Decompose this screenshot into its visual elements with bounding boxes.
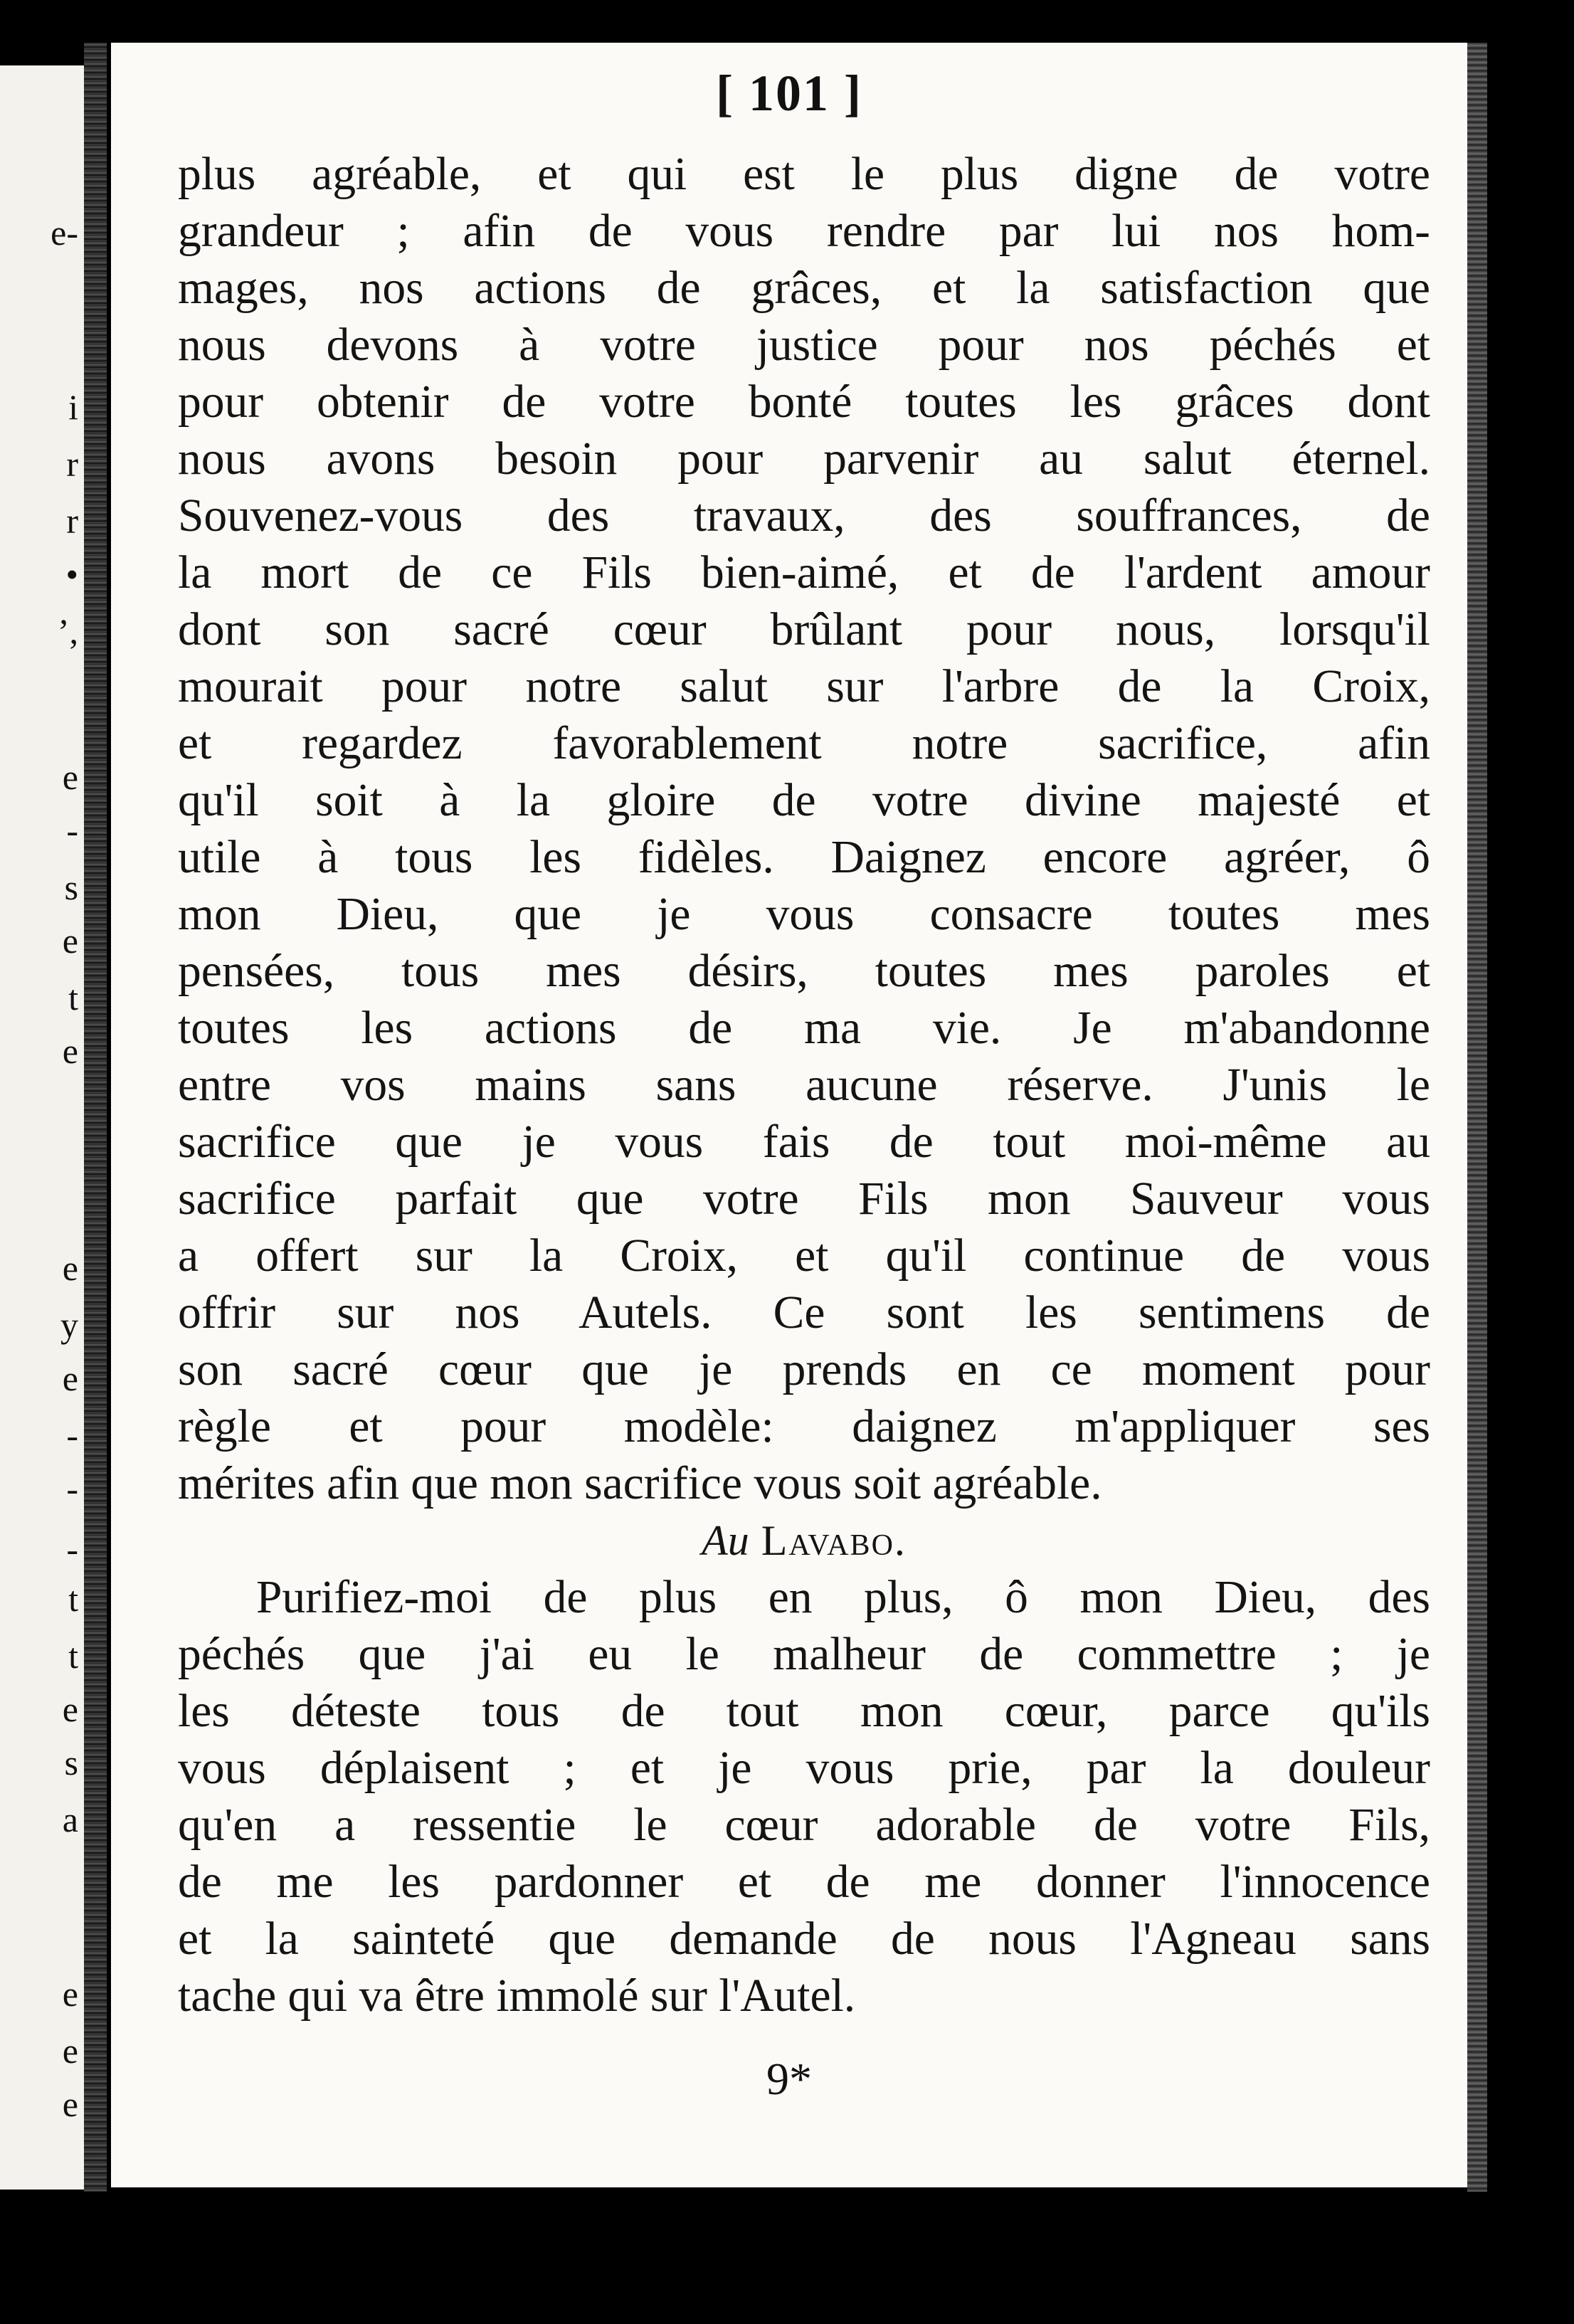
text-line: Purifiez-moi de plus en plus, ô mon Dieu, des [256, 1572, 1430, 1623]
text-line: a offert sur la Croix, et qu'il continue de vous [178, 1230, 1430, 1282]
left-page-text-fragment: e [62, 1689, 78, 1729]
text-line: entre vos mains sans aucune réserve. J'unis le [178, 1060, 1430, 1111]
text-line: mages, nos actions de grâces, et la satisfaction que [178, 263, 1430, 314]
left-page-text-fragment: s [64, 1743, 78, 1782]
left-page-text-fragment: s [64, 867, 78, 907]
text-line: nous avons besoin pour parvenir au salut éternel. [178, 433, 1430, 485]
text-line: offrir sur nos Autels. Ce sont les sentimens de [178, 1287, 1430, 1338]
text-line: mourait pour notre salut sur l'arbre de la Croix, [178, 661, 1430, 712]
left-page-text-fragment: i [68, 387, 78, 427]
text-line: vous déplaisent ; et je vous prie, par la douleur [178, 1743, 1430, 1794]
text-line: grandeur ; afin de vous rendre par lui nos hom- [178, 206, 1430, 257]
text-line: règle et pour modèle: daignez m'appliquer ses [178, 1401, 1430, 1452]
page-text [178, 146, 1430, 2024]
text-line: et la sainteté que demande de nous l'Agneau sans [178, 1913, 1430, 1965]
text-line: Souvenez-vous des travaux, des souffrances, de [178, 490, 1430, 542]
text-line: et regardez favorablement notre sacrifice, afin [178, 718, 1430, 769]
left-page-text-fragment: e [62, 921, 78, 961]
page-number: [ 101 ] [716, 65, 862, 122]
left-page-text-fragment: - [66, 1415, 78, 1455]
heading-italic: Au [702, 1517, 749, 1564]
left-page-text-fragment: a [62, 1800, 78, 1839]
text-line: tache qui va être immolé sur l'Autel. [178, 1970, 856, 2022]
left-page-text-fragment: e [62, 1974, 78, 2014]
left-page-text-fragment: e [62, 2084, 78, 2124]
heading-caps: Lavabo. [761, 1517, 907, 1564]
left-page-text-fragment: y [60, 1305, 78, 1345]
text-line: de me les pardonner et de me donner l'innocence [178, 1856, 1430, 1908]
left-page-text-fragment: e [62, 757, 78, 797]
text-line: nous devons à votre justice pour nos péchés et [178, 319, 1430, 371]
text-line: son sacré cœur que je prends en ce moment pour [178, 1344, 1430, 1395]
left-page-text-fragment: e [62, 1031, 78, 1071]
text-line: qu'il soit à la gloire de votre divine majesté et [178, 775, 1430, 826]
text-line: toutes les actions de ma vie. Je m'abandonne [178, 1003, 1430, 1054]
left-page-text-fragment: t [68, 1636, 78, 1676]
left-page-text-fragment: r [66, 444, 78, 484]
left-page-text-fragment: e [62, 1248, 78, 1288]
text-line: mon Dieu, que je vous consacre toutes mes [178, 889, 1430, 940]
left-page-text-fragment: r [66, 501, 78, 541]
left-page-text-fragment: - [66, 810, 78, 850]
text-line: les déteste tous de tout mon cœur, parce qu'ils [178, 1686, 1430, 1737]
left-page-text-fragment: - [66, 1469, 78, 1509]
book-gutter [84, 43, 107, 2192]
text-line: sacrifice parfait que votre Fils mon Sauveur vous [178, 1173, 1430, 1225]
left-page-text-fragment: e [62, 2031, 78, 2071]
text-line: pensées, tous mes désirs, toutes mes paroles et [178, 946, 1430, 997]
signature-mark: 9* [766, 2054, 812, 2104]
text-line: péchés que j'ai eu le malheur de commettre ; je [178, 1629, 1430, 1680]
scan-background [0, 2192, 1574, 2324]
left-page-text-fragment: - [66, 1529, 78, 1569]
text-line: dont son sacré cœur brûlant pour nous, lorsqu'il [178, 604, 1430, 655]
text-line: pour obtenir de votre bonté toutes les grâces dont [178, 376, 1430, 428]
left-page-edge [0, 65, 84, 2190]
text-line: sacrifice que je vous fais de tout moi-même au [178, 1116, 1430, 1168]
text-line: utile à tous les fidèles. Daignez encore agréer, ô [178, 832, 1430, 883]
text-line: qu'en a ressentie le cœur adorable de votre Fils, [178, 1800, 1430, 1851]
left-page-text-fragment: e- [51, 213, 78, 253]
left-page-text-fragment: t [68, 1579, 78, 1619]
page-edge-right [1467, 43, 1487, 2313]
text-line: mérites afin que mon sacrifice vous soit agréable. [178, 1458, 1102, 1509]
section-heading [178, 1512, 1430, 1569]
left-page-text-fragment: e [62, 1358, 78, 1398]
text-line: la mort de ce Fils bien-aimé, et de l'ardent amour [178, 547, 1430, 598]
left-page-text-fragment: ’, [57, 611, 78, 651]
text-line: plus agréable, et qui est le plus digne de votre [178, 149, 1430, 200]
left-page-text-fragment: • [65, 554, 78, 594]
left-page-text-fragment: t [68, 978, 78, 1018]
book-page [107, 43, 1467, 2192]
